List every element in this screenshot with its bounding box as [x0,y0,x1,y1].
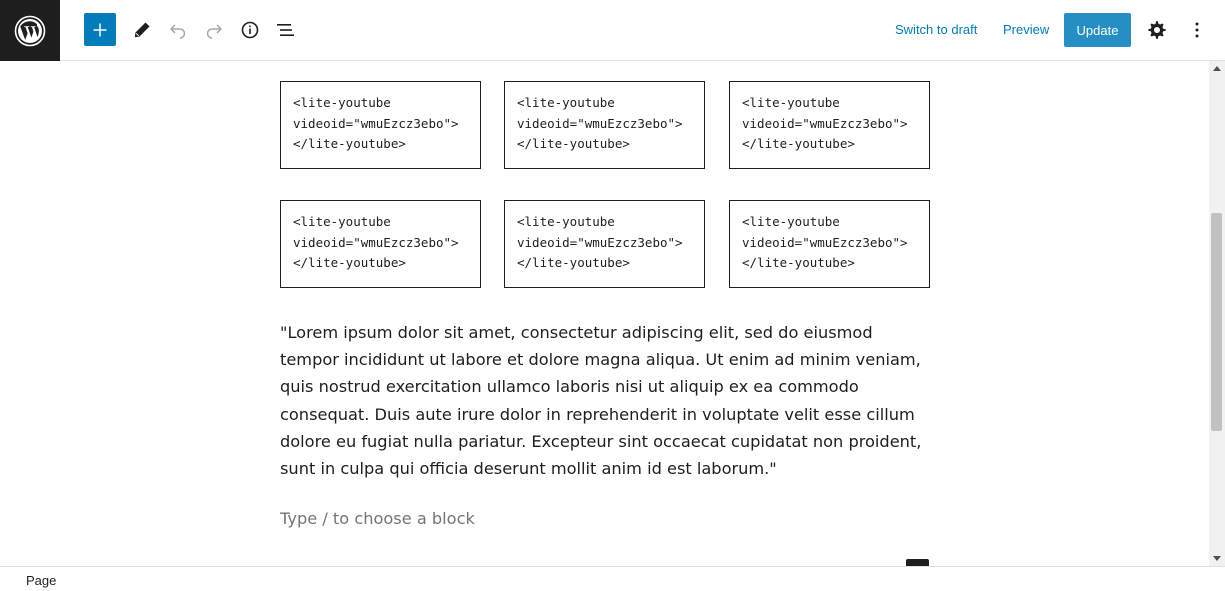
undo-button[interactable] [162,14,194,46]
undo-icon [168,20,188,40]
info-icon [240,20,260,40]
scroll-thumb[interactable] [1211,213,1222,431]
scrollbar[interactable] [1209,61,1225,566]
paragraph-block[interactable]: "Lorem ipsum dolor sit amet, consectetur adipiscing elit, sed do eiusmod tempor incididunt ut labore et dolore magna aliqua. Ut enim ad minim veniam, quis nostrud exercitation ullamco laboris nisi ut aliquip ex ea commodo consequat. Duis aute irure dolor in reprehenderit in voluptate velit esse cillum dolore eu fugiat nulla pariatur. Excepteur sint occaecat cupidatat non proident, sunt in culpa qui officia deserunt mollit anim id est laborum." [280,323,922,479]
list-view-button[interactable] [270,14,302,46]
redo-button[interactable] [198,14,230,46]
html-block[interactable]: <lite-youtube videoid="wmuEzcz3ebo"> </lite-youtube> [504,81,705,169]
editor-footer [0,566,1225,591]
html-block[interactable]: <lite-youtube videoid="wmuEzcz3ebo"> </lite-youtube> [280,81,481,169]
editor-toolbar [0,0,1225,61]
redo-icon [204,20,224,40]
preview-button[interactable]: Preview [1003,22,1050,37]
switch-to-draft-button[interactable]: Switch to draft [895,22,978,37]
add-block-button[interactable] [84,13,116,46]
plus-icon [92,22,108,38]
html-block[interactable]: <lite-youtube videoid="wmuEzcz3ebo"> </lite-youtube> [729,200,930,288]
tools-button[interactable] [126,14,158,46]
wordpress-icon [14,15,46,47]
options-button[interactable] [1181,14,1213,46]
settings-button[interactable] [1141,14,1173,46]
pencil-icon [132,20,152,40]
scroll-up-arrow-icon[interactable] [1213,66,1221,71]
wordpress-logo[interactable] [0,0,60,61]
default-block-appender[interactable]: Type / to choose a block [280,509,475,528]
editor-canvas [0,61,1225,566]
scroll-down-arrow-icon[interactable] [1213,556,1221,561]
breadcrumb-page[interactable]: Page [26,573,57,588]
block-tab[interactable] [906,559,929,566]
html-block[interactable]: <lite-youtube videoid="wmuEzcz3ebo"> </lite-youtube> [729,81,930,169]
details-button[interactable] [234,14,266,46]
list-view-icon [275,20,297,40]
update-button[interactable]: Update [1064,13,1131,47]
html-block[interactable]: <lite-youtube videoid="wmuEzcz3ebo"> </lite-youtube> [280,200,481,288]
gear-icon [1147,20,1167,40]
html-block[interactable]: <lite-youtube videoid="wmuEzcz3ebo"> </lite-youtube> [504,200,705,288]
more-vertical-icon [1187,20,1207,40]
